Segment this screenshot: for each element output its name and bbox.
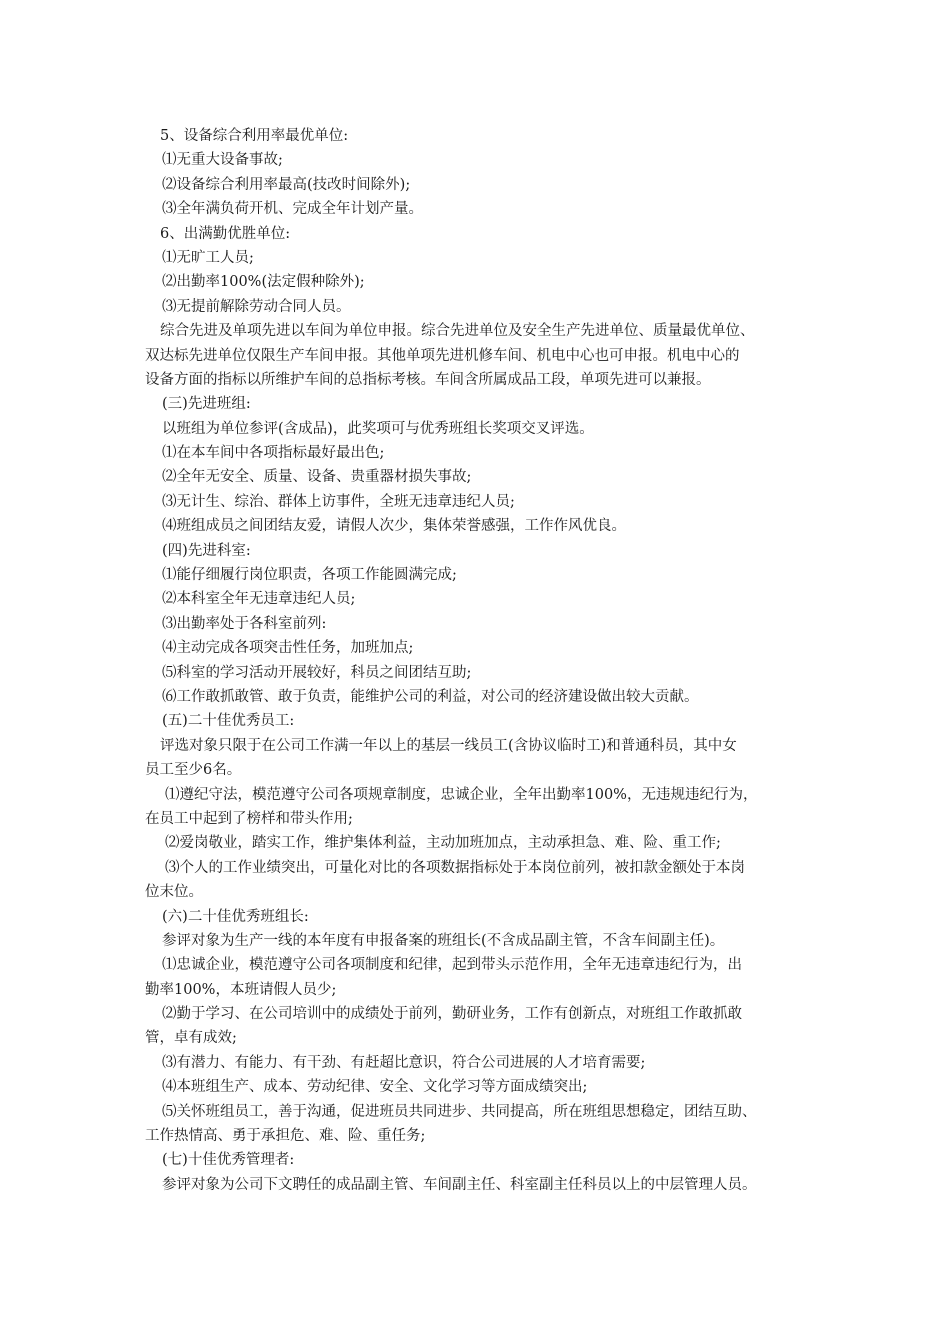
text-line: 综合先进及单项先进以车间为单位申报。综合先进单位及安全生产先进单位、质量最优单位、 bbox=[160, 323, 755, 340]
text-line: (六)二十佳优秀班组长: bbox=[162, 908, 309, 925]
text-line: 6、出满勤优胜单位: bbox=[160, 225, 291, 242]
text-line: 勤率100%，本班请假人员少; bbox=[145, 981, 337, 998]
text-line: ⑵出勤率100%(法定假种除外); bbox=[162, 274, 365, 291]
text-line: ⑶有潜力、有能力、有干劲、有赶超比意识，符合公司进展的人才培育需要; bbox=[162, 1054, 646, 1071]
text-line: 员工至少6名。 bbox=[145, 762, 242, 779]
text-line: ⑴在本车间中各项指标最好最出色; bbox=[162, 445, 385, 462]
text-line: 参评对象为公司下文聘任的成品副主管、车间副主任、科室副主任科员以上的中层管理人员。 bbox=[162, 1176, 757, 1193]
text-line: (七)十佳优秀管理者: bbox=[162, 1152, 295, 1169]
text-line: 双达标先进单位仅限生产车间申报。其他单项先进机修车间、机电中心也可申报。机电中心的 bbox=[145, 347, 740, 364]
text-line: (五)二十佳优秀员工: bbox=[162, 713, 295, 730]
text-line: ⑷主动完成各项突击性任务，加班加点; bbox=[162, 640, 414, 657]
text-line: (三)先进班组: bbox=[162, 396, 251, 413]
document-body bbox=[145, 124, 825, 1197]
text-line: ⑴忠诚企业，模范遵守公司各项制度和纪律，起到带头示范作用，全年无违章违纪行为，出 bbox=[162, 957, 742, 974]
text-line: ⑷班组成员之间团结友爱，请假人次少，集体荣誉感强，工作作风优良。 bbox=[162, 518, 626, 535]
text-line: ⑴能仔细履行岗位职责，各项工作能圆满完成; bbox=[162, 567, 457, 584]
text-line: 工作热情高、勇于承担危、难、险、重任务; bbox=[145, 1128, 426, 1145]
text-line: ⑶全年满负荷开机、完成全年计划产量。 bbox=[162, 201, 423, 218]
text-line: 5、设备综合利用率最优单位: bbox=[160, 128, 349, 144]
text-line: 评选对象只限于在公司工作满一年以上的基层一线员工(含协议临时工)和普通科员，其中女 bbox=[160, 737, 737, 754]
text-line: 以班组为单位参评(含成品)，此奖项可与优秀班组长奖项交叉评选。 bbox=[162, 420, 594, 437]
text-line: 位末位。 bbox=[145, 884, 203, 901]
text-line: ⑵勤于学习、在公司培训中的成绩处于前列，勤研业务，工作有创新点，对班组工作敢抓敢 bbox=[162, 1006, 742, 1023]
text-line: ⑵设备综合利用率最高(技改时间除外); bbox=[162, 176, 411, 193]
text-line: 参评对象为生产一线的本年度有申报备案的班组长(不含成品副主管，不含车间副主任)。 bbox=[162, 932, 725, 949]
text-line: ⑴无重大设备事故; bbox=[162, 152, 283, 169]
text-line: ⑶出勤率处于各科室前列: bbox=[162, 615, 327, 632]
text-line: ⑴遵纪守法，模范遵守公司各项规章制度，忠诚企业，全年出勤率100%，无违规违纪行为， bbox=[165, 786, 758, 803]
text-line: ⑵本科室全年无违章违纪人员; bbox=[162, 591, 356, 608]
text-line: ⑸科室的学习活动开展较好，科员之间团结互助; bbox=[162, 664, 472, 681]
text-line: ⑷本班组生产、成本、劳动纪律、安全、文化学习等方面成绩突出; bbox=[162, 1079, 588, 1096]
text-line: (四)先进科室: bbox=[162, 542, 251, 559]
text-line: ⑴无旷工人员; bbox=[162, 249, 254, 266]
text-line: ⑵爱岗敬业，踏实工作，维护集体利益，主动加班加点，主动承担急、难、险、重工作; bbox=[165, 835, 721, 852]
text-line: ⑹工作敢抓敢管、敢于负责，能维护公司的利益，对公司的经济建设做出较大贡献。 bbox=[162, 688, 699, 705]
text-line: ⑶个人的工作业绩突出，可量化对比的各项数据指标处于本岗位前列，被扣款金额处于本岗 bbox=[165, 859, 745, 876]
text-line: 管，卓有成效; bbox=[145, 1030, 237, 1047]
text-line: ⑶无计生、综治、群体上访事件，全班无违章违纪人员; bbox=[162, 493, 515, 510]
text-line: 设备方面的指标以所维护车间的总指标考核。车间含所属成品工段，单项先进可以兼报。 bbox=[145, 371, 711, 388]
text-line: 在员工中起到了榜样和带头作用; bbox=[145, 810, 353, 827]
text-line: ⑵全年无安全、质量、设备、贵重器材损失事故; bbox=[162, 469, 472, 486]
text-line: ⑸关怀班组员工，善于沟通，促进班员共同进步、共同提高，所在班组思想稳定，团结互助、 bbox=[162, 1103, 757, 1120]
text-line: ⑶无提前解除劳动合同人员。 bbox=[162, 298, 351, 315]
